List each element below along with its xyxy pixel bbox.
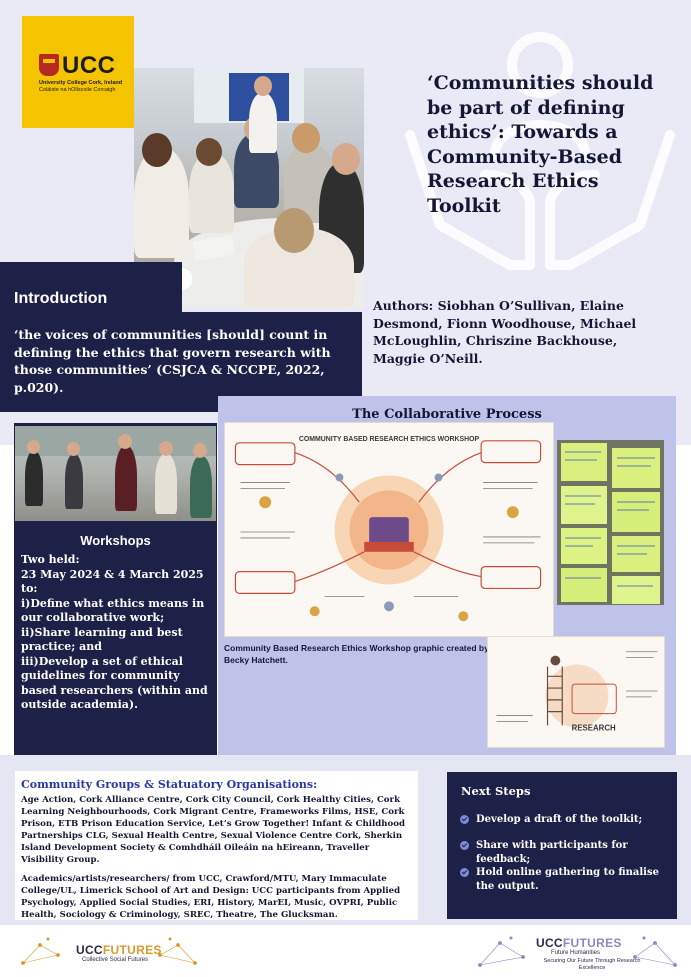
community-groups-text bbox=[21, 794, 413, 921]
photo-head bbox=[193, 443, 207, 458]
workshops-line: iii)Develop a set of ethical guidelines for community based researchers (within and outside academia). bbox=[21, 654, 208, 711]
photo-person bbox=[190, 456, 212, 518]
graphic-title: COMMUNITY BASED RESEARCH ETHICS WORKSHOP bbox=[298, 435, 480, 443]
photo-head bbox=[67, 442, 80, 456]
check-circle-icon bbox=[460, 868, 469, 877]
brand-futures: FUTURES bbox=[562, 936, 622, 950]
ucc-logo bbox=[22, 16, 134, 128]
photo-head bbox=[292, 123, 320, 153]
photo-head bbox=[196, 138, 222, 166]
photo-head bbox=[142, 133, 172, 167]
network-dots-icon bbox=[475, 935, 530, 971]
photo-person bbox=[65, 454, 83, 509]
photo-head bbox=[159, 441, 173, 456]
graphic-caption: Community Based Research Ethics Workshop graphic created by Becky Hatchett. bbox=[224, 643, 489, 665]
check-circle-icon bbox=[460, 841, 469, 850]
graphic2-label: RESEARCH bbox=[571, 723, 616, 733]
next-step-text: Hold online gathering to finalise the output. bbox=[476, 867, 659, 892]
ucc-futures-logo-right bbox=[536, 936, 622, 950]
community-groups-list: Age Action, Cork Alliance Centre, Cork City Council, Cork Healthy Cities, Cork Learning Neighbourhoods, Cork Migrant Centre, Frameworks Films, HSE, Cork Prison, ETB Prison Education Service, Let’s Grow Together! Infant & Childhood Partnerships CLG, Sexual Health Centre, Sexual Violence Centre Cork, Sherkin Island Development Society & Comhdháil Oileáin na hEireann, Traveller Visibility Group. bbox=[21, 795, 406, 865]
photo-person bbox=[155, 454, 177, 514]
brand-futures: FUTURES bbox=[102, 943, 162, 957]
workshops-line: Two held: bbox=[21, 553, 80, 566]
photo-head bbox=[274, 208, 314, 253]
ucc-futures-logo-left bbox=[76, 943, 162, 957]
workshops-line: i)Define what ethics means in our collaborative work; bbox=[21, 596, 205, 624]
brand-ucc: UCC bbox=[76, 943, 103, 957]
photo-head bbox=[118, 434, 132, 449]
workshop-graphic-illustration bbox=[224, 422, 554, 637]
next-step-item bbox=[460, 813, 672, 827]
workshops-line: to: bbox=[21, 582, 38, 595]
next-step-item bbox=[460, 866, 672, 893]
logo-subtitle-english: University College Cork, Ireland bbox=[39, 80, 123, 86]
workshops-heading: Workshops bbox=[80, 533, 151, 548]
tagline: Securing Our Future Through Research Excellence bbox=[543, 958, 641, 971]
photo-head bbox=[27, 440, 40, 454]
photo-person-standing bbox=[249, 93, 277, 153]
network-dots-icon bbox=[18, 935, 68, 969]
workshops-text bbox=[21, 553, 211, 713]
sticky-notes-photo bbox=[557, 440, 664, 605]
introduction-heading: Introduction bbox=[14, 290, 108, 307]
next-step-item bbox=[460, 839, 672, 866]
introduction-quote: ‘the voices of communities [should] count in defining the ethics that govern research with those communities’ (CSJCA & NCCPE, 2022, p.020). bbox=[14, 327, 331, 395]
authors: Authors: Siobhan O’Sullivan, Elaine Desmond, Fionn Woodhouse, Michael McLoughlin, Chriszine Backhouse, Maggie O’Neill. bbox=[373, 298, 637, 366]
next-steps-heading: Next Steps bbox=[461, 784, 531, 798]
ucc-crest-icon bbox=[39, 54, 59, 76]
logo-subtitle-irish: Coláiste na hOllscoile Corcaigh bbox=[39, 87, 116, 93]
next-step-text: Develop a draft of the toolkit; bbox=[476, 814, 643, 825]
photo-person bbox=[115, 446, 137, 511]
academic-partners-list: Academics/artists/researchers/ from UCC, Crawford/MTU, Mary Immaculate College/UL, Limerick School of Art and Design: UCC participants from Applied Psychology, Applied Social Studies, ERI, History, MarEI, Music, OVPRI, Public Health, Sociology & Criminology, SREC, Theatre, The Glucksman. bbox=[21, 874, 401, 920]
poster-title: ‘Communities should be part of defining ethics’: Towards a Community-Based Research Ethics Toolkit bbox=[427, 72, 654, 217]
workshop-photo-2 bbox=[15, 426, 216, 521]
collective-social-futures-label: Collective Social Futures bbox=[82, 957, 149, 963]
workshops-line: 23 May 2024 & 4 March 2025 bbox=[21, 567, 204, 581]
brand-ucc: UCC bbox=[536, 936, 563, 950]
future-humanities-label: Future Humanities bbox=[551, 950, 601, 956]
photo-person bbox=[25, 451, 43, 506]
logo-text: UCC bbox=[62, 52, 116, 79]
photo-head bbox=[254, 76, 272, 96]
photo-head bbox=[332, 143, 360, 175]
check-circle-icon bbox=[460, 815, 469, 824]
research-graphic-illustration bbox=[487, 636, 665, 748]
next-step-text: Share with participants for feedback; bbox=[476, 840, 628, 865]
workshops-line: ii)Share learning and best practice; and bbox=[21, 625, 183, 653]
collaborative-process-heading: The Collaborative Process bbox=[352, 407, 542, 422]
community-groups-heading: Community Groups & Statuatory Organisations: bbox=[21, 778, 318, 791]
photo-wall bbox=[15, 426, 216, 456]
